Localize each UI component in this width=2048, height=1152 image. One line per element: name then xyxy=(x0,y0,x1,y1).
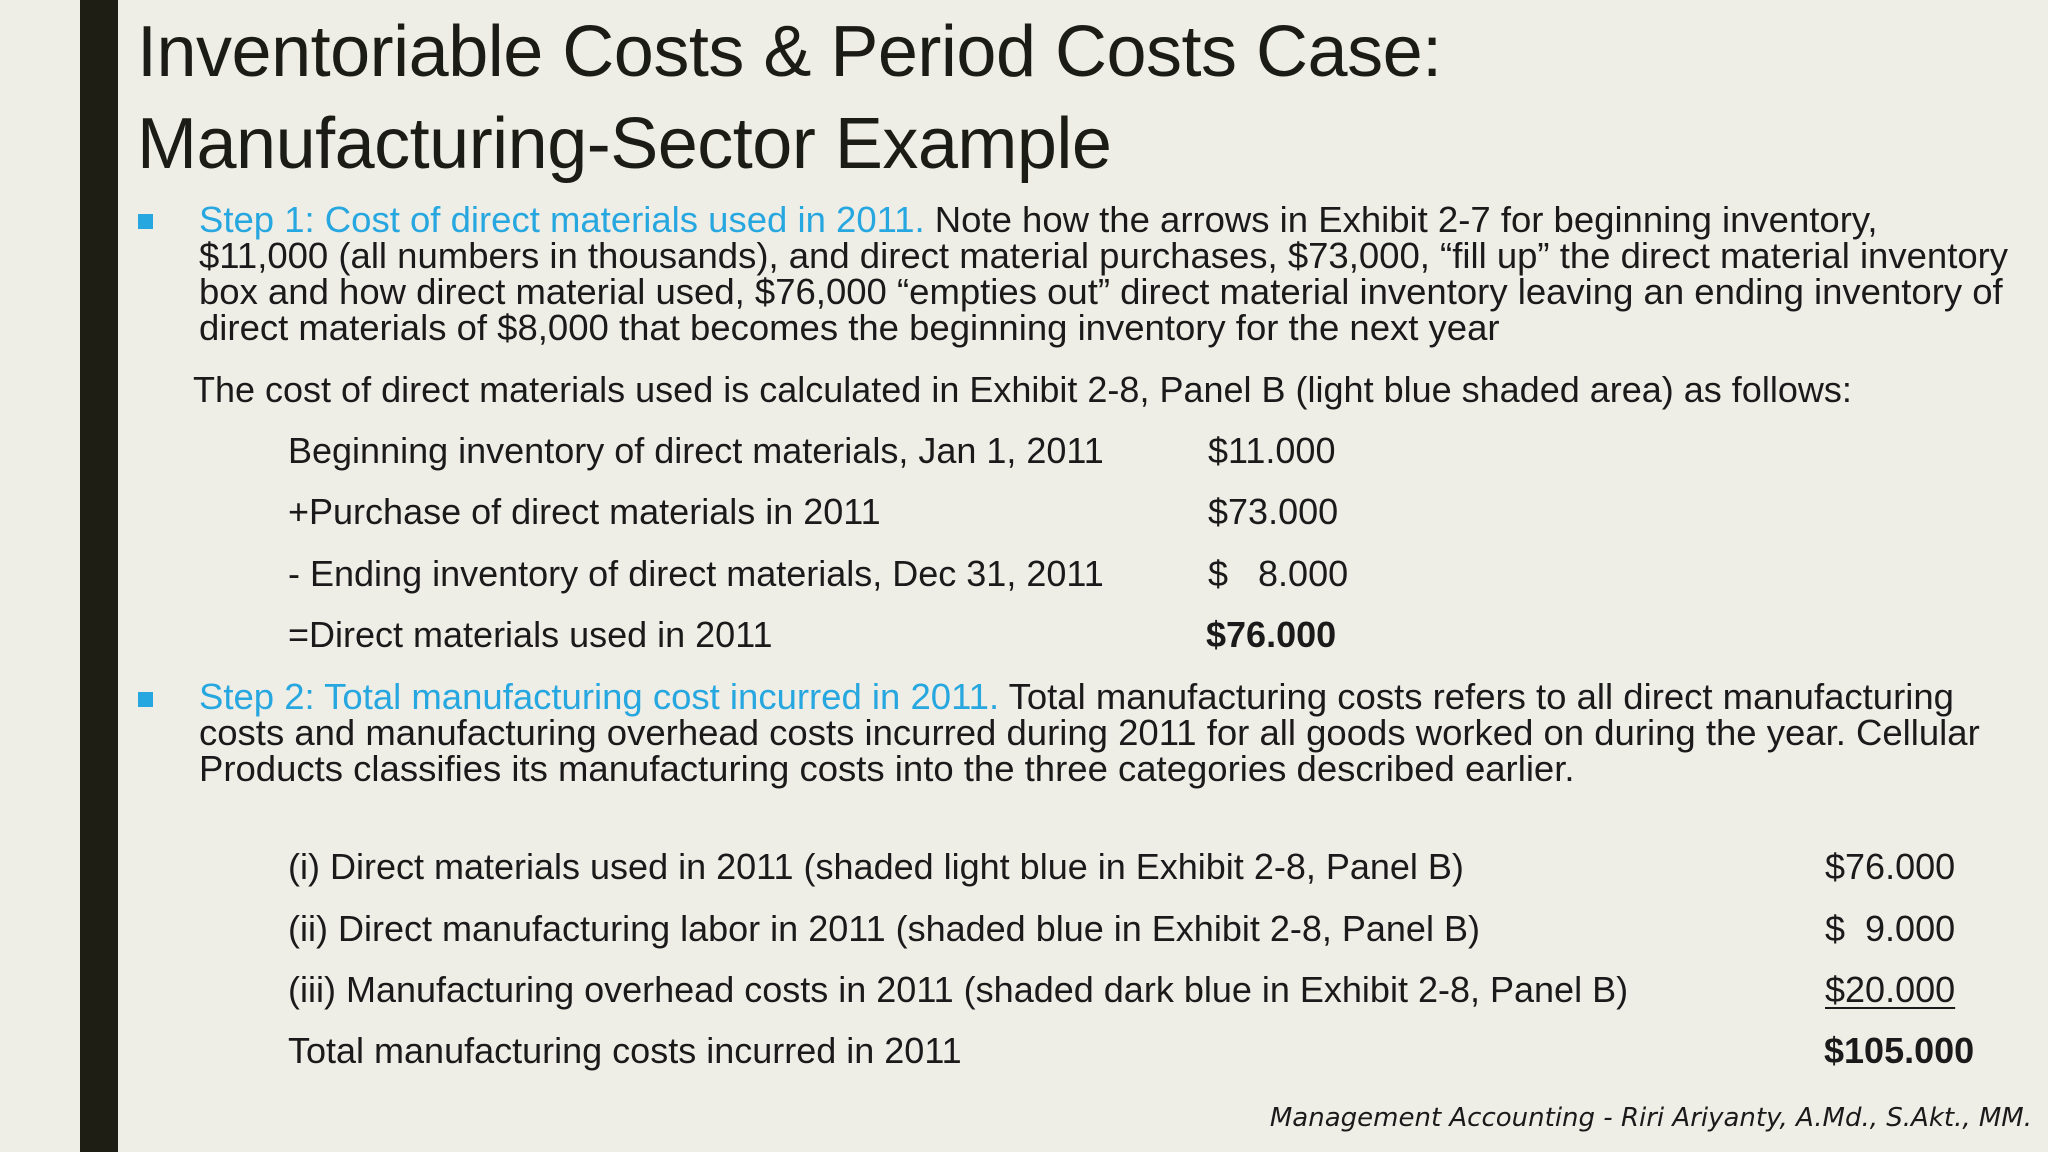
step1-text: Note how the arrows in Exhibit 2-7 for beginning inventory, $11,000 (all numbers in thousands), and direct material purchases, $73,000, “fill up” the direct material inventory box and how direct material used, $76,000 “empties out” direct material inventory leaving an ending inventory of direct materials of $8,000 that becomes the beginning inventory for the next year xyxy=(199,199,2009,348)
step2-row-label: (ii) Direct manufacturing labor in 2011 (shaded blue in Exhibit 2-8, Panel B) xyxy=(288,908,1480,949)
step1-row-label: =Direct materials used in 2011 xyxy=(288,614,773,655)
step1-row-amount: $73.000 xyxy=(1208,491,1339,532)
step1-total-amount: $76.000 xyxy=(1206,614,1337,655)
slide-title xyxy=(137,6,1442,190)
step1-row-label: Beginning inventory of direct materials, Jan 1, 2011 xyxy=(288,430,1104,471)
step2-total-amount: $105.000 xyxy=(1824,1030,1975,1071)
bullet-square-icon xyxy=(138,692,153,707)
left-accent-bar xyxy=(80,0,118,1152)
footer-credit: Management Accounting - Riri Ariyanty, A.Md., S.Akt., MM. xyxy=(1269,1103,2032,1133)
step1-row-amount: $11.000 xyxy=(1208,430,1336,471)
step2-row-label: (iii) Manufacturing overhead costs in 2011 (shaded dark blue in Exhibit 2-8, Panel B) xyxy=(288,969,1629,1010)
step1-intro: The cost of direct materials used is calculated in Exhibit 2-8, Panel B (light blue shaded area) as follows: xyxy=(193,369,1852,410)
step2-paragraph xyxy=(199,676,2009,789)
step1-row-label: - Ending inventory of direct materials, Dec 31, 2011 xyxy=(288,553,1104,594)
title-line-2: Manufacturing-Sector Example xyxy=(137,104,1112,184)
step1-label: Step 1: Cost of direct materials used in 2011. xyxy=(199,199,925,240)
bullet-square-icon xyxy=(138,214,153,229)
title-line-1: Inventoriable Costs & Period Costs Case: xyxy=(137,12,1442,92)
step2-label: Step 2: Total manufacturing cost incurred in 2011. xyxy=(199,676,1000,717)
step2-row-amount: $20.000 xyxy=(1825,969,1956,1010)
step1-row-label: +Purchase of direct materials in 2011 xyxy=(288,491,881,532)
step1-row-amount: $ 8.000 xyxy=(1208,553,1349,594)
step2-row-label: Total manufacturing costs incurred in 2011 xyxy=(288,1030,962,1071)
step1-paragraph xyxy=(199,199,2009,348)
step2-text: Total manufacturing costs refers to all direct manufacturing costs and manufacturing overhead costs incurred during 2011 for all goods worked on during the year. Cellular Products classifies its manufacturing costs into the three categories described earlier. xyxy=(199,676,1980,789)
step2-row-amount: $ 9.000 xyxy=(1825,908,1956,949)
step2-row-label: (i) Direct materials used in 2011 (shaded light blue in Exhibit 2-8, Panel B) xyxy=(288,846,1464,887)
step2-row-amount: $76.000 xyxy=(1825,846,1956,887)
